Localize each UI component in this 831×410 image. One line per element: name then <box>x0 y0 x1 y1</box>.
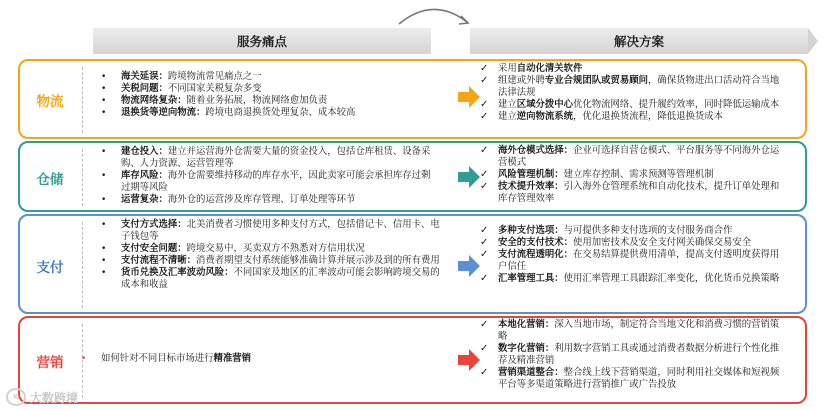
row-label-warehousing: 仓储 <box>36 172 64 188</box>
pain-item: • 海关延误：跨境物流常见痛点之一 <box>101 71 262 82</box>
solution-list-warehousing <box>478 145 786 205</box>
solution-item: ✓ 采用自动化清关软件 <box>480 63 583 74</box>
row-payment <box>18 214 807 314</box>
solution-item: ✓ 汇率管理工具：使用汇率管理工具跟踪汇率变化，优化货币兑换策略 <box>480 273 780 284</box>
pain-item: • 如何针对不同目标市场进行精准营销 <box>81 353 252 364</box>
solution-item: ✓ 多种支付选项：与可提供多种支付选项的支付服务商合作 <box>480 225 733 236</box>
solution-item: ✓ 技术提升效率：引入海外仓管理系统和自动化技术，提升订单处理和库存管理效率 <box>480 181 780 204</box>
row-warehousing <box>18 141 807 212</box>
solution-item: ✓ 本地化营销：深入当地市场，制定符合当地文化和消费习惯的营销策略 <box>480 319 780 342</box>
pain-item: • 货币兑换及汇率波动风险：不同国家及地区的汇率波动可能会影响跨境交易的成本和收益 <box>101 267 440 290</box>
pain-item: • 运营复杂：海外仓的运营涉及库存管理、订单处理等环节 <box>101 194 356 205</box>
solution-item: ✓ 风险管理机制：建立库存控制、需求预测等管理机制 <box>480 169 714 180</box>
pain-item: • 建仓投入：建立并运营海外仓需要大量的资金投入，包括仓库租赁、设备采购、人力资源、运营管理等 <box>101 146 431 169</box>
pain-item: • 支付安全问题：跨境交易中，买卖双方不熟悉对方信用状况 <box>101 243 365 254</box>
row-logistics <box>18 59 807 139</box>
solution-item: ✓ 安全的支付技术：使用加密技术及安全支付网关确保交易安全 <box>480 237 752 248</box>
solution-item: ✓ 建立区域分拨中心优化物流网络、提升履约效率，同时降低运输成本 <box>480 99 780 110</box>
watermark-logo-icon: K <box>6 388 26 406</box>
solution-item: ✓ 支付流程透明化：在交易结算提供费用清单，提高支付透明度获得用户信任 <box>480 249 780 272</box>
pain-item: • 关税问题：不同国家关税复杂多变 <box>101 83 262 94</box>
watermark: K 大数跨境 <box>6 388 78 406</box>
solution-item: ✓ 海外仓模式选择：企业可选择自营仓模式、平台服务等不同海外仓运营模式 <box>480 145 780 168</box>
solution-item: ✓ 数字化营销：利用数字营销工具或通过消费者数据分析进行个性化推荐及精准营销 <box>480 343 780 366</box>
pain-item: • 库存风险：海外仓需要维持移动的库存水平，因此卖家可能会承担库存过剩过期等风险 <box>101 170 431 193</box>
row-label-marketing: 营销 <box>36 355 64 371</box>
header-arrow-tip <box>808 28 818 54</box>
pain-list-payment <box>96 219 441 291</box>
header-pain-points: 服务痛点 <box>93 28 431 54</box>
solution-item: ✓ 营销渠道整合：整合线上线下营销渠道，同时利用社交媒体和短视频平台等多渠道策略进行营销推广或广告投放 <box>480 367 780 390</box>
pain-item: • 支付流程不清晰：消费者期望支付系统能够准确计算并展示涉及到的所有费用 <box>101 255 440 266</box>
header-solutions: 解决方案 <box>470 28 808 54</box>
pain-list-marketing <box>76 353 416 365</box>
row-label-logistics: 物流 <box>36 94 64 110</box>
pain-list-logistics <box>96 71 436 119</box>
cycle-arrow-icon <box>393 2 473 28</box>
solution-list-logistics <box>478 63 786 123</box>
pain-item: • 支付方式选择：北美消费者习惯使用多种支付方式，包括借记卡、信用卡、电子钱包等 <box>101 219 440 242</box>
pain-list-warehousing <box>96 146 436 206</box>
row-marketing <box>18 316 807 404</box>
pain-item: • 退换货等逆向物流：跨境电商退换货处理复杂、成本较高 <box>101 107 356 118</box>
solution-item: ✓ 建立逆向物流系统，优化退换货流程，降低退换货成本 <box>480 111 724 122</box>
solution-list-payment <box>478 225 786 285</box>
pain-item: • 物流网络复杂：随着业务拓展，物流网络愈加负责 <box>101 95 328 106</box>
solution-item: ✓ 组建或外聘专业合规团队或贸易顾问，确保货物进出口活动符合当地法律法规 <box>480 75 780 98</box>
row-label-payment: 支付 <box>36 260 64 276</box>
solution-list-marketing <box>478 319 786 391</box>
